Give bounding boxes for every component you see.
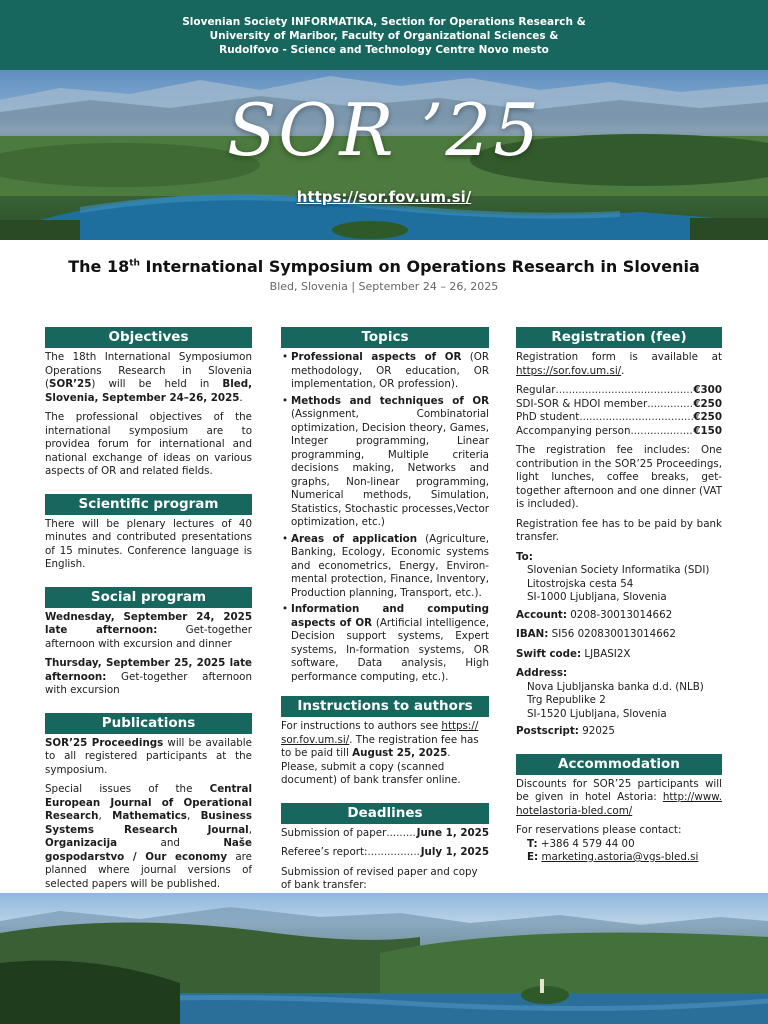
bottom-landscape-image [0,893,768,1024]
iban-line: IBAN: SI56 020830013014662 [516,628,676,640]
accommodation-heading: Accommodation [516,754,722,775]
account-line: Account: 0208-30013014662 [516,608,673,621]
instructions-text: For instructions to authors see https:// sor.fov.um.si/. The registration fee has to be paid till August 25, 2025. Please, submit a copy (scanned document) of bank transfer online. [281,720,479,786]
left-column [45,327,252,897]
instructions-link[interactable]: https:// sor.fov.um.si/ [281,720,479,746]
deadline-paper: Submission of paper ..... June 1, 2025 [281,827,489,841]
publications-heading: Publications [45,713,252,734]
deadline-referee: Referee’s report: ..... July 1, 2025 [281,846,489,860]
fee-row: PhD student ..... €250 [516,411,722,425]
accommodation-text: Discounts for SOR’25 participants will be given in hotel Astoria: http://www. hotelastoria-bled.com/ [516,777,722,817]
bank-address-line: SI-1520 Ljubljana, Slovenia [527,707,667,720]
reservation-contact: For reservations please contact: [516,824,682,836]
email-link[interactable]: marketing.astoria@vgs-bled.si [541,851,699,863]
recipient-line: Slovenian Society Informatika (SDI) [527,564,710,576]
venue-dates: Bled, Slovenia | September 24 – 26, 2025 [269,280,499,293]
swift-line: Swift code: LJBASI2X [516,647,631,660]
event-title: SOR ’25 [227,88,541,172]
lake-bled-scene [0,893,768,1024]
fee-includes: The registration fee includes: One contribution in the SOR’25 Proceedings, light lunches, coffee breaks, get-together afternoon and one dinner (VAT is included). [516,444,722,510]
fee-list [516,384,722,438]
registration-form-text: Registration form is available at https://sor.fov.um.si/. [516,351,722,377]
bank-address-block: Address: Nova Ljubljanska banka d.d. (NLB) Trg Republike 2 SI-1520 Ljubljana, Slovenia [516,667,722,721]
organizers-header [0,0,768,70]
fee-row: Accompanying person ..... €150 [516,425,722,439]
topic-item: • Areas of application (Agriculture, Banking, Ecology, Economic systems and econometrics, Energy, Environ-mental protection, Finance, Inventory, Production planning, Transport, etc.). [282,532,489,599]
objectives-text-2: The professional objectives of the international symposium are to providea forum for international and national exchange of ideas on various aspects of OR and related fields. [45,411,252,477]
headline-pre: The 18 [68,257,130,276]
contact-phone: T: +386 4 579 44 00 [527,837,635,850]
organizer-line-1: Slovenian Society INFORMATIKA, Section for Operations Research & [182,16,586,28]
publications-text-2: Special issues of the Central European Journal of Operational Research, Mathematics, Business Systems Research Journal, Organizacija and Naše gospodarstvo / Our economy are planned where journal versions of selected papers will be published. [45,783,252,890]
recipient-block: To: Slovenian Society Informatika (SDI) Litostrojska cesta 54 SI-1000 Ljubljana, Slovenia [516,551,722,605]
registration-link[interactable]: https://sor.fov.um.si/ [516,364,622,377]
scientific-program-heading: Scientific program [45,494,252,515]
topic-item: • Methods and techniques of OR (Assignment, Combinatorial optimization, Decision theory, Games, Integer programming, Linear programming, Multiple criteria decisions making, Networks and graphs, Non-linear programming, Numerical methods, Simulation, Statistics, Stochastic processes,Vector optimization, etc.) [282,394,489,528]
recipient-line: SI-1000 Ljubljana, Slovenia [527,591,667,603]
hero-banner [0,70,768,240]
right-column [516,327,722,865]
objectives-heading: Objectives [45,327,252,348]
publications-text-1: SOR’25 Proceedings will be available to all registered participants at the symposium. [45,736,252,776]
topics-list [281,351,489,684]
headline-sup: th [129,258,140,269]
symposium-headline [0,257,768,276]
instructions-heading: Instructions to authors [281,696,489,717]
recipient-line: Litostrojska cesta 54 [527,577,634,590]
headline-post: International Symposium on Operations Research in Slovenia [139,257,700,276]
topic-item: • Information and computing aspects of OR (Artificial intelligence, Decision support systems, Expert systems, In-formation systems, OR software, Data analysis, High performance computing, etc.). [282,603,489,683]
deadlines-heading: Deadlines [281,803,489,824]
postscript-line: Postscript: 92025 [516,725,615,737]
fee-row: Regular ..... €300 [516,384,722,398]
bank-address-line: Trg Republike 2 [527,694,606,706]
deadline-revised: Submission of revised paper and copy of bank transfer: [281,865,478,891]
bank-address-line: Nova Ljubljanska banka d.d. (NLB) [527,680,704,693]
social-event-1: Wednesday, September 24, 2025 late afternoon: Get-together afternoon with excursion and dinner [45,610,252,650]
topic-item: • Professional aspects of OR (OR methodology, OR education, OR implementation, OR profession). [282,351,489,390]
scientific-program-text: There will be plenary lectures of 40 minutes and contributed presentations of 15 minutes. Conference language is English. [45,517,252,570]
middle-column [281,327,489,912]
website-link[interactable]: https://sor.fov.um.si/ [296,188,472,206]
registration-heading: Registration (fee) [516,327,722,348]
fee-row: SDI-SOR & HDOI member ..... €250 [516,398,722,412]
hotel-link[interactable]: http://www. hotelastoria-bled.com/ [516,791,722,817]
payment-method: Registration fee has to be paid by bank transfer. [516,517,722,543]
social-event-2: Thursday, September 25, 2025 late afternoon: Get-together afternoon with excursion [45,657,252,696]
contact-email: E: marketing.astoria@vgs-bled.si [527,851,699,863]
organizer-line-2: University of Maribor, Faculty of Organizational Sciences & [209,30,559,42]
objectives-text-1: The 18th International Symposiumon Operations Research in Slovenia (SOR’25) will be held in Bled, Slovenia, September 24–26, 2025. [45,351,252,404]
topics-heading: Topics [281,327,489,348]
social-program-heading: Social program [45,587,252,608]
organizer-line-3: Rudolfovo - Science and Technology Centre Novo mesto [219,44,549,56]
